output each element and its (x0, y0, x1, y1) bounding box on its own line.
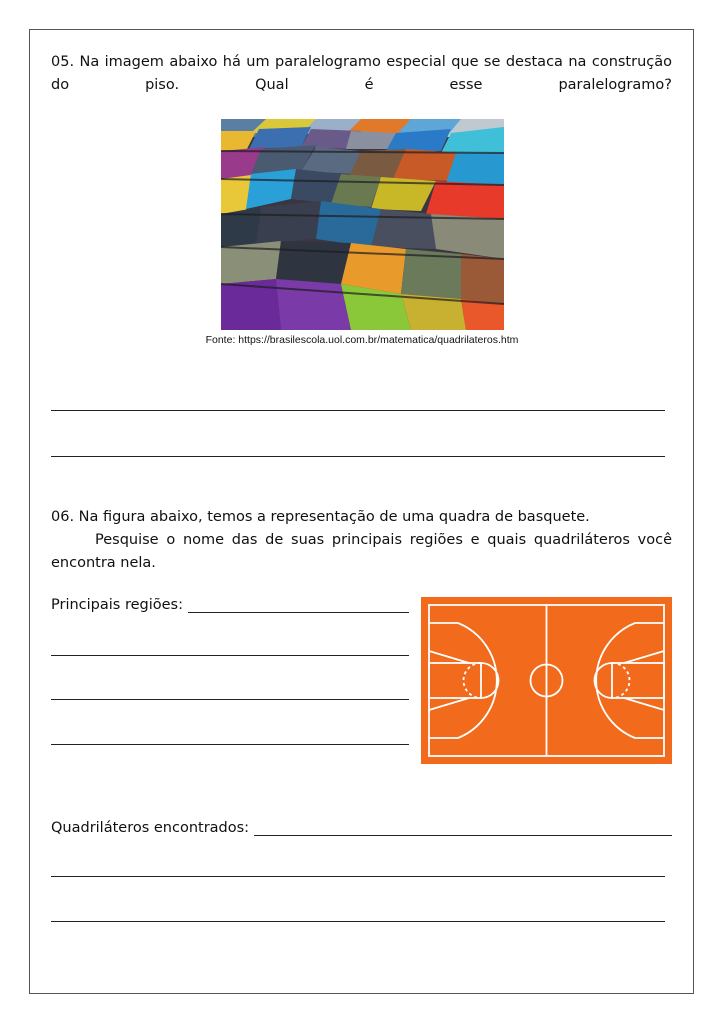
question-05-text: 05. Na imagem abaixo há um paralelogramo especial que se destaca na construção do piso. Qual é esse paralelogramo? (51, 54, 672, 93)
quadrilaterals-label: Quadriláteros encontrados: (51, 820, 250, 836)
question-06-instruction: Pesquise o nome das de suas principais regiões e quais quadriláteros você encontra nela. (51, 532, 672, 571)
answer-line (51, 876, 665, 877)
answer-line (51, 921, 665, 922)
image-source-caption: Fonte: https://brasilescola.uol.com.br/matematica/quadrilateros.htm (205, 334, 519, 346)
answer-line (51, 699, 409, 700)
answer-line (51, 655, 409, 656)
answer-line (51, 456, 665, 457)
regions-answer-line (188, 612, 409, 613)
answer-line (51, 744, 409, 745)
question-06-title: 06. Na figura abaixo, temos a representação de uma quadra de basquete. (51, 509, 590, 525)
answer-line (51, 410, 665, 411)
basketball-court-figure (421, 597, 672, 764)
quadrilaterals-answer-line (254, 835, 672, 836)
tiled-floor-photo (221, 119, 504, 330)
regions-label: Principais regiões: (51, 597, 183, 613)
